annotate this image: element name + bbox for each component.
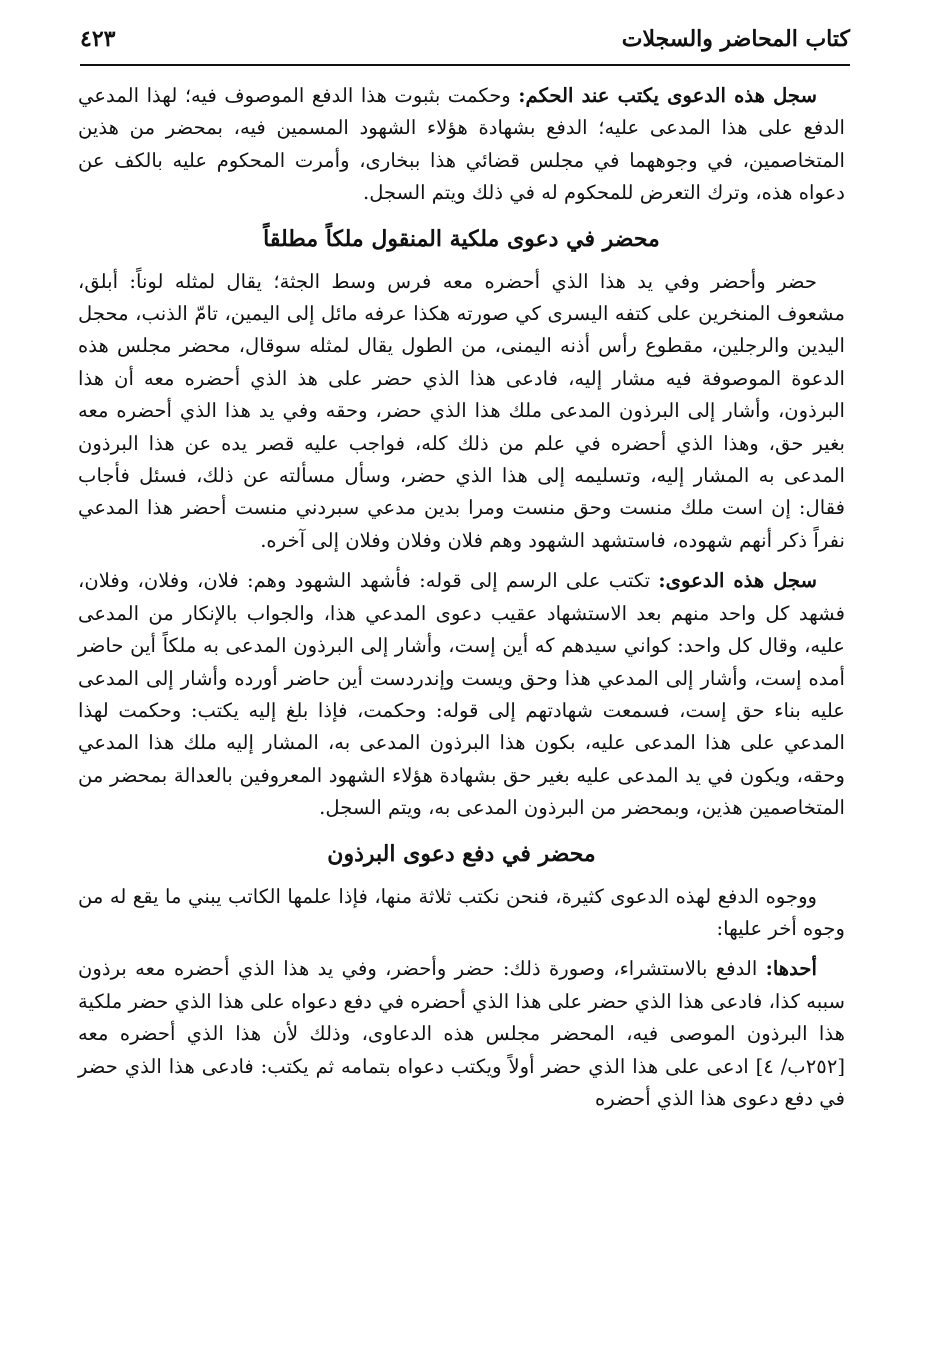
paragraph-defense-intro: ووجوه الدفع لهذه الدعوى كثيرة، فنحن نكتب ثلاثة منها، فإذا علمها الكاتب يبني ما يقع له من وجوه أخر عليها: <box>78 884 845 940</box>
section-heading: محضر في دفع دعوى البرذون <box>327 840 596 867</box>
paragraph-lead: أحدها: <box>765 957 817 981</box>
paragraph-sijil-claim <box>78 565 845 824</box>
paragraph-lead: سجل هذه الدعوى يكتب عند الحكم: <box>518 84 817 107</box>
paragraph-claim: حضر وأحضر وفي يد هذا الذي أحضره معه فرس وسط الجثة؛ يقال لمثله لوناً: أبلق، مشعوف المنخرين على كتفه اليسرى كي صورته هكذا عرفه مائل إلى اليمين، تامّ الذنب، محجل اليدين والرجلين، مقطوع رأس أذنه اليمنى، من الطول يقال لمثله سوقال، محضر مجلس هذه الدعوة الموصوفة فيه مشار إليه، فادعى هذا الذي حضر على هذ الذي أحضره معه أن هذا البرذون، وأشار إلى البرذون المدعى ملك هذا الذي حضر، وحقه وفي يد هذا الذي أحضره معه بغير حق، وهذا الذي أحضره في علم من ذلك كله، فواجب عليه قصر يده عن هذا البرذون المدعى به المشار إليه، وتسليمه إلى هذا الذي حضر، وسأل مسألته عن ذلك، فسئل فأجاب فقال: إن است ملك منست وحق منست ومرا بدين مدعي سبردني منست أحضر هذا المدعي نفراً ذكر أنهم شهوده، فاستشهد الشهود وهم فلان وفلان وفلان إلى آخره. <box>78 269 845 552</box>
paragraph-sijil-ruling <box>78 80 845 210</box>
paragraph-first-defense <box>78 953 845 1115</box>
section-heading: محضر في دعوى ملكية المنقول ملكاً مطلقاً <box>263 225 660 252</box>
running-title: كتاب المحاضر والسجلات <box>621 26 850 52</box>
paragraph-lead: سجل هذه الدعوى: <box>658 569 817 593</box>
paragraph-text: وحكمت بثبوت هذا الدفع الموصوف فيه؛ لهذا المدعي الدفع على هذا المدعى عليه؛ الدفع بشهادة هؤلاء الشهود المسمين فيه، بمحضر من هذين المتخاصمين، في وجوههما في مجلس قضائي هذا ببخارى، وأمرت المحكوم عليه بالكف عن دعواه هذه، وترك التعرض للمحكوم له في ذلك ويتم السجل. <box>78 84 845 205</box>
paragraph-text: تكتب على الرسم إلى قوله: فأشهد الشهود وهم: فلان، وفلان، وفلان، فشهد كل واحد منهم بعد الاستشهاد عقيب دعوى المدعي هذا، والجواب بالإنكار من المدعى عليه، وقال كل واحد: كواني سيدهم كه أين إست، وأشار إلى البرذون المدعى به ملكاً أين حاضر أمده إست، وأشار إلى المدعي هذا وحق ويست وإندردست أين حاضر أورده وأشار إلى المدعى عليه بناء حق إست، فسمعت شهادتهم إلى قوله: وحكمت، فإذا بلغ إليه يكتب: وحكمت لهذا المدعي على هذا المدعى عليه، بكون هذا البرذون المدعى به، المشار إليه ملك هذا المدعي وحقه، ويكون في يد المدعى عليه بغير حق بشهادة هؤلاء الشهود المعروفين بالعدالة بمحضر من المتخاصمين هذين، وبمحضر من البرذون المدعى به، ويتم السجل. <box>78 569 845 820</box>
page-header <box>80 24 850 60</box>
paragraph-text: الدفع بالاستشراء، وصورة ذلك: حضر وأحضر، وفي يد هذا الذي أحضره معه برذون سببه كذا، فادعى هذا الذي حضر على هذا الذي أحضره في دفع دعواه على هذا الذي حضر ملكية هذا البرذون الموصى فيه، المحضر مجلس هذه الدعاوى، وذلك لأن هذا الذي أحضره معه [٢٥٢ب/ ٤] ادعى على هذا الذي حضر أولاً ويكتب دعواه بتمامه ثم يكتب: فادعى هذا الذي حضر في دفع دعوى هذا الذي أحضره <box>78 957 845 1110</box>
header-divider <box>80 64 850 66</box>
page-body <box>78 80 845 1115</box>
page-number: ٤٢٣ <box>80 26 116 52</box>
